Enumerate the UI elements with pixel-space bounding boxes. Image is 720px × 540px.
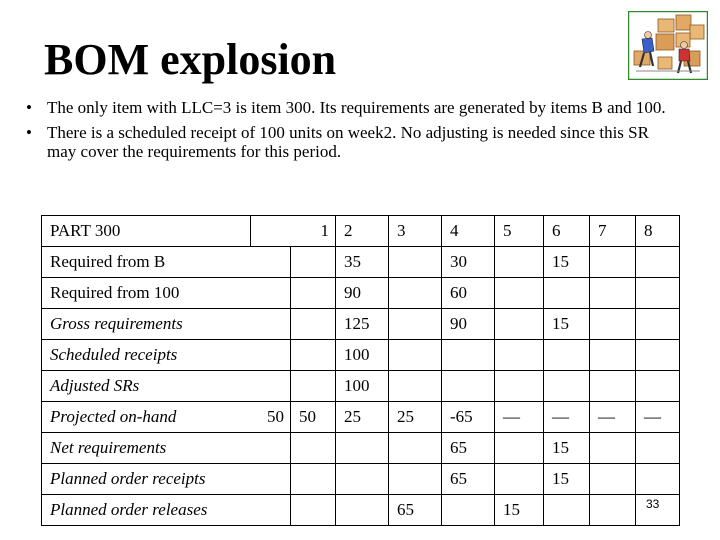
week-header: 4	[442, 216, 495, 247]
table-cell: —	[544, 402, 590, 433]
table-cell	[336, 464, 389, 495]
week-header: 6	[544, 216, 590, 247]
table-row	[42, 433, 680, 464]
table-cell: 65	[442, 433, 495, 464]
table-row	[42, 371, 680, 402]
table-cell: —	[636, 402, 680, 433]
table-cell	[590, 495, 636, 526]
table-cell	[442, 495, 495, 526]
table-cell: 125	[336, 309, 389, 340]
table-cell: 50	[291, 402, 336, 433]
table-cell	[495, 433, 544, 464]
row-label: Planned order receipts	[42, 464, 291, 495]
week-header: 1	[291, 216, 336, 247]
table-cell: 25	[336, 402, 389, 433]
table-cell	[590, 464, 636, 495]
table-cell	[389, 340, 442, 371]
table-cell	[636, 247, 680, 278]
table-cell	[636, 309, 680, 340]
row-label: Net requirements	[42, 433, 291, 464]
table-row	[42, 247, 680, 278]
table-cell	[291, 371, 336, 402]
table-cell	[291, 247, 336, 278]
table-cell	[590, 309, 636, 340]
table-cell	[336, 495, 389, 526]
table-cell: -65	[442, 402, 495, 433]
table-cell	[495, 371, 544, 402]
row-label: Required from B	[42, 247, 291, 278]
table-cell: 25	[389, 402, 442, 433]
table-cell	[636, 464, 680, 495]
table-cell	[590, 371, 636, 402]
row-label: Projected on-hand	[42, 402, 251, 433]
week-header: 5	[495, 216, 544, 247]
bullet-list	[24, 98, 674, 167]
table-cell	[389, 433, 442, 464]
week-header: 7	[590, 216, 636, 247]
bullet-dot-icon: •	[26, 123, 32, 142]
table-cell: 35	[336, 247, 389, 278]
table-cell: 15	[544, 464, 590, 495]
table-cell	[291, 278, 336, 309]
table-cell	[389, 464, 442, 495]
table-cell	[291, 309, 336, 340]
table-row	[42, 309, 680, 340]
mrp-table	[41, 215, 680, 526]
table-cell	[495, 309, 544, 340]
bullet-dot-icon: •	[26, 98, 32, 117]
table-cell	[636, 433, 680, 464]
week-header: 2	[336, 216, 389, 247]
initial-inventory: 50	[251, 402, 291, 433]
table-cell	[590, 340, 636, 371]
row-label: Planned order releases	[42, 495, 291, 526]
slide-title: BOM explosion	[44, 35, 337, 84]
table-cell	[544, 371, 590, 402]
table-cell	[389, 278, 442, 309]
table-cell	[291, 340, 336, 371]
table-cell	[544, 340, 590, 371]
table-row	[42, 495, 680, 526]
table-cell	[495, 278, 544, 309]
table-cell: 15	[544, 309, 590, 340]
table-cell: —	[495, 402, 544, 433]
table-cell: 100	[336, 371, 389, 402]
table-cell: 30	[442, 247, 495, 278]
row-label: Required from 100	[42, 278, 291, 309]
part-label: PART 300	[42, 216, 251, 247]
table-cell	[495, 340, 544, 371]
table-cell: 100	[336, 340, 389, 371]
table-cell	[389, 371, 442, 402]
row-label: Adjusted SRs	[42, 371, 291, 402]
table-cell: 15	[495, 495, 544, 526]
warehouse-workers-boxes-icon	[628, 11, 708, 80]
table-cell	[544, 278, 590, 309]
table-cell: —	[590, 402, 636, 433]
table-cell	[442, 340, 495, 371]
table-cell: 65	[389, 495, 442, 526]
table-cell	[590, 247, 636, 278]
bullet-item	[24, 98, 674, 117]
row-label: Gross requirements	[42, 309, 291, 340]
table-cell	[389, 247, 442, 278]
table-cell	[590, 433, 636, 464]
table-cell	[636, 278, 680, 309]
table-cell: 15	[544, 433, 590, 464]
bullet-text: There is a scheduled receipt of 100 units on week2. No adjusting is needed since this SR may cover the requirements for this period.	[47, 123, 649, 161]
table-cell	[544, 495, 590, 526]
table-row	[42, 340, 680, 371]
bullet-text: The only item with LLC=3 is item 300. Its requirements are generated by items B and 100.	[47, 98, 666, 117]
table-cell	[495, 247, 544, 278]
table-cell	[291, 433, 336, 464]
table-cell	[336, 433, 389, 464]
table-cell	[291, 495, 336, 526]
table-header-row	[42, 216, 680, 247]
table-cell	[590, 278, 636, 309]
week-header: 8	[636, 216, 680, 247]
table-cell	[389, 309, 442, 340]
table-cell: 90	[336, 278, 389, 309]
table-cell: 60	[442, 278, 495, 309]
table-cell	[495, 464, 544, 495]
table-row	[42, 464, 680, 495]
table-row	[42, 402, 680, 433]
table-cell	[636, 340, 680, 371]
week-header: 3	[389, 216, 442, 247]
row-label: Scheduled receipts	[42, 340, 291, 371]
table-cell	[636, 371, 680, 402]
bullet-item	[24, 123, 674, 161]
table-cell: 65	[442, 464, 495, 495]
table-row	[42, 278, 680, 309]
table-cell	[442, 371, 495, 402]
table-cell: 90	[442, 309, 495, 340]
table-cell	[291, 464, 336, 495]
table-cell: 15	[544, 247, 590, 278]
page-number: 33	[646, 497, 660, 511]
